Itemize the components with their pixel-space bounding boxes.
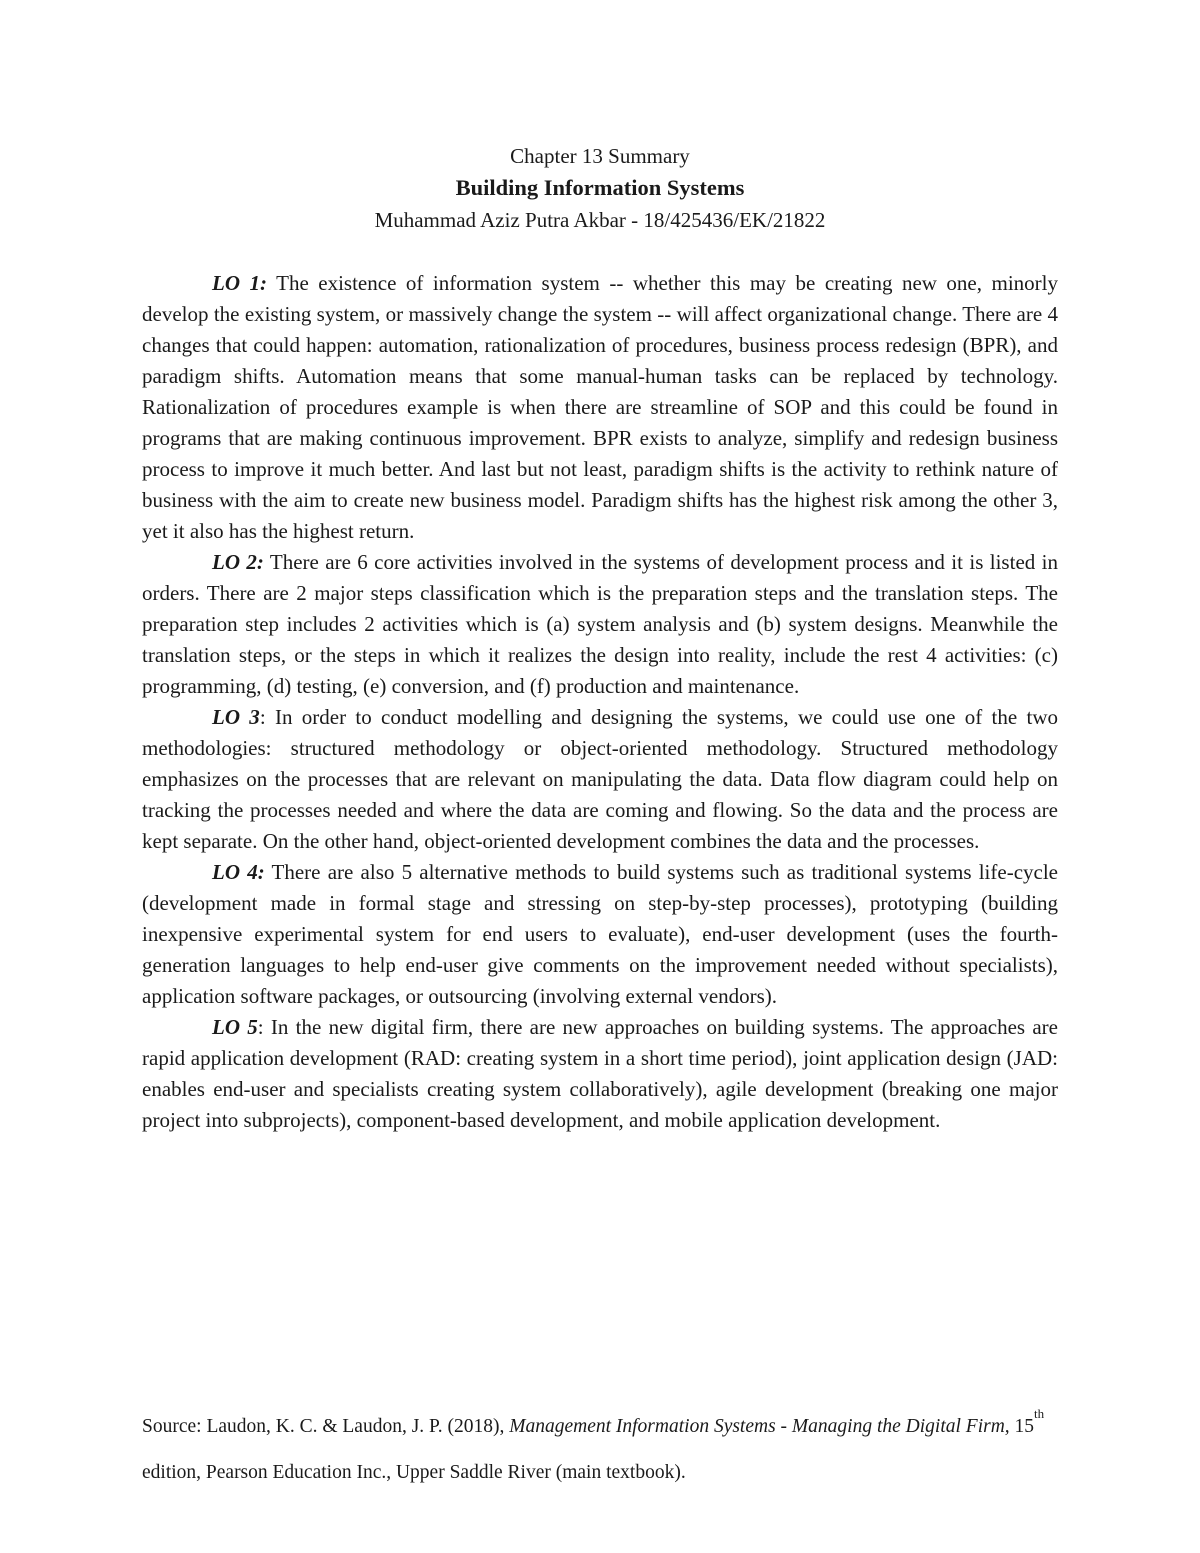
lo-text: The existence of information system -- whether this may be creating new one, minorly develop the existing system, or massively change the system -- will affect organizational change. There are 4 changes that could happen: automation, rationalization of procedures, business process redesign (BPR), and paradigm shifts. Automation means that some manual-human tasks can be replaced by technology. Rationalization of procedures example is when there are streamline of SOP and this could be found in programs that are making continuous improvement. BPR exists to analyze, simplify and redesign business process to improve it much better. And last but not least, paradigm shifts is the activity to rethink nature of business with the aim to create new business model. Paradigm shifts has the highest risk among the other 3, yet it also has the highest return.	[142, 271, 1058, 543]
chapter-heading: Chapter 13 Summary	[510, 144, 690, 168]
edition-suffix: th	[1034, 1406, 1045, 1421]
lo-label: LO 1:	[212, 271, 267, 295]
author-line: Muhammad Aziz Putra Akbar - 18/425436/EK/21822	[374, 208, 826, 232]
lo-text: In order to conduct modelling and designing the systems, we could use one of the two methodologies: structured methodology or object-oriented methodology. Structured methodology emphasizes on the processes that are relevant on manipulating the data. Data flow diagram could help on tracking the processes needed and where the data are coming and flowing. So the data and the process are kept separate. On the other hand, object-oriented development combines the data and the processes.	[142, 705, 1058, 853]
lo-paragraph	[142, 547, 1058, 702]
summary-body	[142, 268, 1058, 1136]
citation-rest: edition, Pearson Education Inc., Upper Saddle River (main textbook).	[142, 1462, 686, 1483]
lo-paragraph	[142, 857, 1058, 1012]
lo-text: There are also 5 alternative methods to build systems such as traditional systems life-cycle (development made in formal stage and stressing on step-by-step processes), prototyping (building inexpensive experimental system for end users to evaluate), end-user development (uses the fourth-generation languages to help end-user give comments on the improvement needed without specialists), application software packages, or outsourcing (involving external vendors).	[142, 860, 1058, 1008]
lo-paragraph	[142, 702, 1058, 857]
document-title: Building Information Systems	[455, 175, 745, 200]
lo-separator: :	[259, 705, 266, 729]
citation-prefix: Source: Laudon, K. C. & Laudon, J. P. (2018),	[142, 1416, 510, 1437]
lo-label: LO 3	[212, 705, 260, 729]
lo-separator: :	[257, 1015, 264, 1039]
lo-label: LO 5	[212, 1015, 258, 1039]
document-page	[142, 140, 1058, 1136]
lo-paragraph	[142, 1012, 1058, 1136]
source-citation	[142, 1404, 1058, 1496]
lo-text: There are 6 core activities involved in the systems of development process and it is listed in orders. There are 2 major steps classification which is the preparation steps and the translation steps. The preparation step includes 2 activities which is (a) system analysis and (b) system designs. Meanwhile the translation steps, or the steps in which it realizes the design into reality, include the rest 4 activities: (c) programming, (d) testing, (e) conversion, and (f) production and maintenance.	[142, 550, 1058, 698]
lo-paragraph	[142, 268, 1058, 547]
book-title: Management Information Systems - Managing the Digital Firm,	[509, 1416, 1010, 1437]
edition-number: 15	[1009, 1416, 1035, 1437]
lo-label: LO 4:	[212, 860, 265, 884]
lo-text: In the new digital firm, there are new approaches on building systems. The approaches are rapid application development (RAD: creating system in a short time period), joint application design (JAD: enables end-user and specialists creating system collaboratively), agile development (breaking one major project into subprojects), component-based development, and mobile application development.	[142, 1015, 1058, 1132]
lo-label: LO 2:	[212, 550, 264, 574]
